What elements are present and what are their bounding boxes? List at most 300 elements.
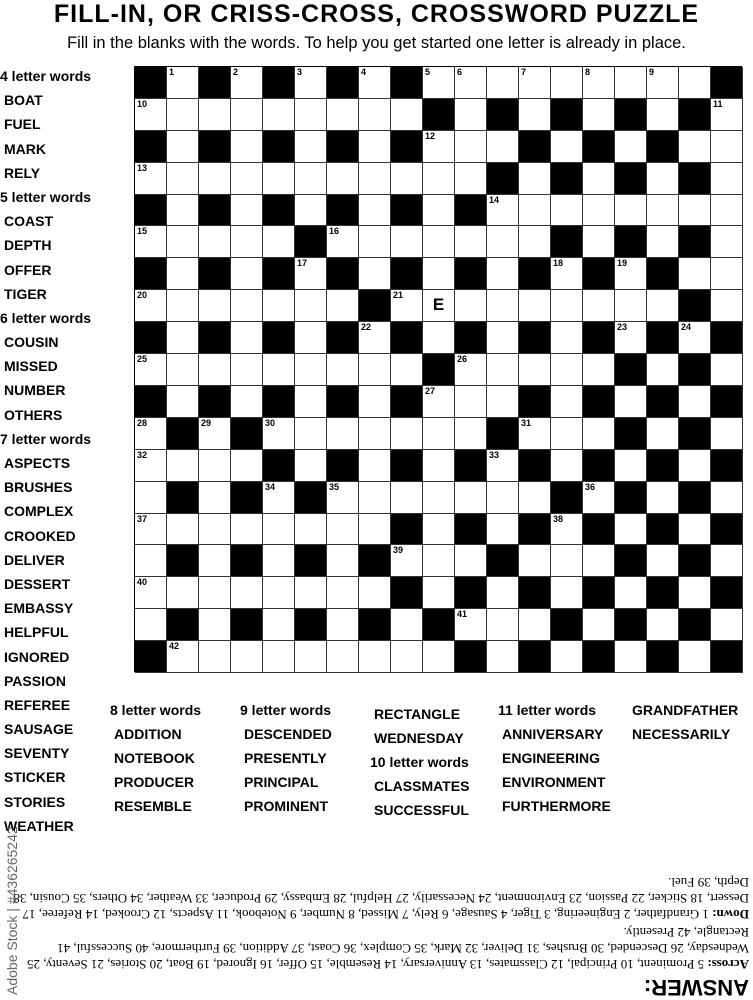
grid-cell[interactable] xyxy=(199,418,231,450)
grid-cell[interactable] xyxy=(327,545,359,577)
grid-cell[interactable] xyxy=(615,67,647,99)
word-item: OTHERS xyxy=(4,406,63,423)
word-column-11 xyxy=(498,698,611,818)
grid-block xyxy=(423,609,455,641)
grid-cell[interactable] xyxy=(551,577,583,609)
grid-cell[interactable] xyxy=(455,545,487,577)
grid-cell[interactable] xyxy=(391,290,423,322)
grid-cell[interactable] xyxy=(711,226,743,258)
grid-cell[interactable] xyxy=(551,258,583,290)
grid-cell[interactable] xyxy=(679,450,711,482)
grid-cell[interactable] xyxy=(231,67,263,99)
grid-cell[interactable] xyxy=(327,641,359,673)
word-item: SEVENTY xyxy=(4,745,70,762)
grid-block xyxy=(455,195,487,227)
grid-cell[interactable] xyxy=(423,514,455,546)
grid-cell[interactable] xyxy=(711,99,743,131)
grid-cell[interactable] xyxy=(487,322,519,354)
grid-cell[interactable] xyxy=(519,195,551,227)
grid-block xyxy=(647,641,679,673)
grid-cell[interactable] xyxy=(327,226,359,258)
grid-block xyxy=(391,258,423,290)
grid-cell[interactable] xyxy=(391,226,423,258)
grid-cell[interactable] xyxy=(423,163,455,195)
grid-block xyxy=(679,482,711,514)
grid-cell[interactable] xyxy=(455,163,487,195)
grid-block xyxy=(199,131,231,163)
grid-cell[interactable] xyxy=(359,418,391,450)
grid-cell[interactable] xyxy=(679,131,711,163)
grid-cell[interactable] xyxy=(519,290,551,322)
grid-cell[interactable] xyxy=(327,418,359,450)
grid-cell[interactable] xyxy=(167,99,199,131)
grid-cell[interactable] xyxy=(231,354,263,386)
grid-cell[interactable] xyxy=(231,450,263,482)
grid-cell[interactable] xyxy=(711,354,743,386)
grid-cell[interactable] xyxy=(359,99,391,131)
grid-cell[interactable] xyxy=(263,99,295,131)
grid-cell[interactable] xyxy=(679,258,711,290)
grid-cell[interactable] xyxy=(615,386,647,418)
grid-cell[interactable] xyxy=(487,258,519,290)
grid-cell[interactable] xyxy=(199,545,231,577)
grid-cell[interactable] xyxy=(135,163,167,195)
grid-cell[interactable] xyxy=(391,641,423,673)
grid-cell[interactable] xyxy=(487,67,519,99)
grid-cell[interactable] xyxy=(711,195,743,227)
grid-block xyxy=(263,258,295,290)
grid-cell[interactable] xyxy=(391,482,423,514)
grid-cell[interactable] xyxy=(167,195,199,227)
grid-cell[interactable] xyxy=(711,482,743,514)
grid-cell[interactable] xyxy=(711,545,743,577)
grid-cell[interactable] xyxy=(487,290,519,322)
grid-cell[interactable] xyxy=(391,609,423,641)
grid-cell[interactable] xyxy=(359,514,391,546)
grid-cell[interactable] xyxy=(199,514,231,546)
clue-number: 14 xyxy=(489,194,500,205)
grid-cell[interactable] xyxy=(231,258,263,290)
grid-cell[interactable] xyxy=(487,577,519,609)
clue-number: 20 xyxy=(137,290,148,301)
grid-cell[interactable] xyxy=(167,577,199,609)
grid-block xyxy=(615,226,647,258)
clue-number: 3 xyxy=(297,67,303,77)
grid-cell[interactable] xyxy=(263,226,295,258)
grid-cell[interactable] xyxy=(359,450,391,482)
grid-cell[interactable] xyxy=(423,577,455,609)
grid-cell[interactable] xyxy=(455,609,487,641)
grid-cell[interactable] xyxy=(615,195,647,227)
grid-cell[interactable] xyxy=(167,641,199,673)
grid-cell[interactable] xyxy=(455,354,487,386)
grid-cell[interactable] xyxy=(711,418,743,450)
grid-cell[interactable] xyxy=(519,545,551,577)
grid-block xyxy=(615,609,647,641)
word-item: WEDNESDAY xyxy=(374,730,464,746)
grid-cell[interactable] xyxy=(295,195,327,227)
grid-block xyxy=(583,514,615,546)
grid-block xyxy=(679,226,711,258)
grid-cell[interactable] xyxy=(519,99,551,131)
word-item: FUEL xyxy=(4,116,41,133)
grid-cell[interactable] xyxy=(327,482,359,514)
grid-cell[interactable] xyxy=(327,514,359,546)
grid-cell[interactable] xyxy=(199,577,231,609)
grid-cell[interactable] xyxy=(295,354,327,386)
grid-cell[interactable] xyxy=(231,577,263,609)
grid-cell[interactable] xyxy=(423,322,455,354)
grid-cell[interactable] xyxy=(167,322,199,354)
grid-cell[interactable] xyxy=(263,163,295,195)
grid-cell[interactable] xyxy=(487,450,519,482)
grid-cell[interactable] xyxy=(647,99,679,131)
grid-cell[interactable] xyxy=(487,195,519,227)
grid-cell[interactable] xyxy=(295,386,327,418)
grid-cell[interactable] xyxy=(711,131,743,163)
grid-cell[interactable] xyxy=(167,67,199,99)
grid-block xyxy=(647,386,679,418)
grid-cell[interactable] xyxy=(647,67,679,99)
grid-cell[interactable] xyxy=(551,514,583,546)
grid-cell[interactable] xyxy=(551,131,583,163)
grid-cell[interactable] xyxy=(423,386,455,418)
grid-cell[interactable] xyxy=(391,163,423,195)
grid-block xyxy=(263,450,295,482)
grid-cell[interactable] xyxy=(199,99,231,131)
grid-cell[interactable] xyxy=(647,290,679,322)
word-item: PROMINENT xyxy=(244,798,328,814)
grid-cell[interactable] xyxy=(359,67,391,99)
grid-cell[interactable] xyxy=(455,67,487,99)
grid-cell[interactable] xyxy=(135,609,167,641)
grid-cell[interactable] xyxy=(551,67,583,99)
grid-cell[interactable] xyxy=(487,226,519,258)
grid-cell[interactable] xyxy=(199,641,231,673)
grid-cell[interactable] xyxy=(583,545,615,577)
grid-cell[interactable] xyxy=(231,641,263,673)
grid-cell[interactable] xyxy=(679,195,711,227)
grid-cell[interactable] xyxy=(551,354,583,386)
grid-cell[interactable] xyxy=(359,258,391,290)
grid-cell[interactable] xyxy=(487,131,519,163)
grid-cell[interactable] xyxy=(391,545,423,577)
grid-cell[interactable] xyxy=(647,354,679,386)
grid-cell[interactable] xyxy=(391,354,423,386)
grid-cell[interactable] xyxy=(679,577,711,609)
grid-cell[interactable] xyxy=(231,514,263,546)
grid-cell[interactable] xyxy=(231,99,263,131)
grid-cell[interactable] xyxy=(423,226,455,258)
grid-block xyxy=(199,195,231,227)
clue-number: 40 xyxy=(137,577,148,588)
grid-cell[interactable] xyxy=(551,418,583,450)
grid-cell[interactable] xyxy=(423,195,455,227)
grid-cell[interactable] xyxy=(583,163,615,195)
grid-block xyxy=(359,290,391,322)
grid-cell[interactable] xyxy=(647,226,679,258)
grid-block xyxy=(551,609,583,641)
grid-cell[interactable] xyxy=(263,609,295,641)
grid-cell[interactable] xyxy=(295,322,327,354)
grid-cell[interactable] xyxy=(615,290,647,322)
clue-number: 21 xyxy=(393,290,404,301)
grid-cell[interactable] xyxy=(135,450,167,482)
clue-number: 32 xyxy=(137,449,148,460)
word-group-heading: 4 letter words xyxy=(0,68,92,84)
grid-cell[interactable] xyxy=(583,195,615,227)
grid-cell[interactable] xyxy=(231,290,263,322)
grid-cell[interactable] xyxy=(487,641,519,673)
grid-cell[interactable] xyxy=(551,322,583,354)
grid-cell[interactable] xyxy=(551,290,583,322)
word-item: MISSED xyxy=(4,358,58,375)
grid-cell[interactable] xyxy=(647,163,679,195)
grid-cell[interactable] xyxy=(263,577,295,609)
grid-cell[interactable] xyxy=(231,322,263,354)
grid-cell[interactable] xyxy=(423,258,455,290)
grid-block xyxy=(295,545,327,577)
grid-cell[interactable] xyxy=(167,354,199,386)
grid-cell[interactable] xyxy=(615,131,647,163)
grid-cell[interactable] xyxy=(615,450,647,482)
grid-cell[interactable] xyxy=(679,67,711,99)
grid-block xyxy=(615,99,647,131)
grid-cell[interactable] xyxy=(615,258,647,290)
grid-cell[interactable] xyxy=(295,131,327,163)
grid-cell[interactable] xyxy=(583,67,615,99)
grid-cell[interactable] xyxy=(423,131,455,163)
grid-block xyxy=(199,386,231,418)
grid-cell[interactable] xyxy=(295,450,327,482)
grid-cell[interactable] xyxy=(167,163,199,195)
grid-cell[interactable] xyxy=(199,354,231,386)
grid-cell[interactable] xyxy=(135,418,167,450)
grid-cell[interactable] xyxy=(295,258,327,290)
grid-cell[interactable] xyxy=(551,545,583,577)
word-item: CLASSMATES xyxy=(374,778,470,794)
clue-number: 12 xyxy=(425,130,436,141)
grid-block xyxy=(455,322,487,354)
grid-cell[interactable] xyxy=(199,226,231,258)
grid-cell[interactable] xyxy=(295,418,327,450)
grid-cell[interactable] xyxy=(359,195,391,227)
grid-cell[interactable] xyxy=(455,418,487,450)
grid-cell[interactable] xyxy=(263,545,295,577)
word-item: COAST xyxy=(4,213,53,230)
word-item: RELY xyxy=(4,164,41,181)
grid-cell[interactable] xyxy=(295,641,327,673)
grid-cell[interactable] xyxy=(327,163,359,195)
grid-cell[interactable] xyxy=(423,641,455,673)
grid-cell[interactable] xyxy=(423,290,455,322)
grid-cell[interactable] xyxy=(359,163,391,195)
grid-cell[interactable] xyxy=(199,450,231,482)
grid-cell[interactable] xyxy=(519,67,551,99)
grid-cell[interactable] xyxy=(519,482,551,514)
grid-cell[interactable] xyxy=(487,482,519,514)
grid-cell[interactable] xyxy=(551,386,583,418)
grid-cell[interactable] xyxy=(455,290,487,322)
grid-block xyxy=(455,641,487,673)
grid-cell[interactable] xyxy=(615,514,647,546)
grid-cell[interactable] xyxy=(295,99,327,131)
grid-block xyxy=(519,131,551,163)
grid-cell[interactable] xyxy=(359,577,391,609)
grid-cell[interactable] xyxy=(359,322,391,354)
grid-cell[interactable] xyxy=(359,354,391,386)
grid-cell[interactable] xyxy=(519,354,551,386)
grid-cell[interactable] xyxy=(231,386,263,418)
grid-cell[interactable] xyxy=(487,386,519,418)
grid-cell[interactable] xyxy=(391,418,423,450)
grid-cell[interactable] xyxy=(519,226,551,258)
word-group-heading: 7 letter words xyxy=(0,430,92,447)
grid-cell[interactable] xyxy=(135,482,167,514)
grid-cell[interactable] xyxy=(167,131,199,163)
grid-cell[interactable] xyxy=(231,226,263,258)
word-item: PRESENTLY xyxy=(244,750,327,766)
grid-block xyxy=(199,322,231,354)
watermark-text: Adobe Stock | #436265242 xyxy=(4,826,20,995)
grid-cell[interactable] xyxy=(199,482,231,514)
grid-cell[interactable] xyxy=(551,641,583,673)
grid-block xyxy=(391,577,423,609)
grid-cell[interactable] xyxy=(647,545,679,577)
grid-cell[interactable] xyxy=(519,609,551,641)
grid-cell[interactable] xyxy=(487,609,519,641)
clue-number: 23 xyxy=(617,322,628,333)
grid-cell[interactable] xyxy=(519,163,551,195)
grid-cell[interactable] xyxy=(167,226,199,258)
grid-cell[interactable] xyxy=(199,609,231,641)
grid-cell[interactable] xyxy=(551,195,583,227)
grid-cell[interactable] xyxy=(455,99,487,131)
grid-cell[interactable] xyxy=(711,609,743,641)
grid-cell[interactable] xyxy=(135,99,167,131)
grid-cell[interactable] xyxy=(231,195,263,227)
grid-cell[interactable] xyxy=(583,99,615,131)
grid-cell[interactable] xyxy=(231,131,263,163)
clue-number: 33 xyxy=(489,449,500,460)
grid-cell[interactable] xyxy=(583,226,615,258)
word-item: DESCENDED xyxy=(244,726,332,742)
grid-cell[interactable] xyxy=(199,290,231,322)
grid-block xyxy=(231,545,263,577)
grid-cell[interactable] xyxy=(295,577,327,609)
grid-cell[interactable] xyxy=(167,290,199,322)
grid-cell[interactable] xyxy=(359,386,391,418)
grid-cell[interactable] xyxy=(135,545,167,577)
grid-cell[interactable] xyxy=(135,354,167,386)
grid-cell[interactable] xyxy=(583,609,615,641)
grid-cell[interactable] xyxy=(487,354,519,386)
grid-cell[interactable] xyxy=(327,609,359,641)
grid-cell[interactable] xyxy=(167,258,199,290)
grid-cell[interactable] xyxy=(295,514,327,546)
grid-cell[interactable] xyxy=(135,577,167,609)
grid-cell[interactable] xyxy=(167,450,199,482)
grid-cell[interactable] xyxy=(583,290,615,322)
grid-cell[interactable] xyxy=(327,99,359,131)
grid-cell[interactable] xyxy=(327,354,359,386)
grid-cell[interactable] xyxy=(583,482,615,514)
grid-cell[interactable] xyxy=(455,482,487,514)
grid-cell[interactable] xyxy=(391,99,423,131)
grid-cell[interactable] xyxy=(423,418,455,450)
grid-cell[interactable] xyxy=(455,386,487,418)
grid-cell[interactable] xyxy=(135,514,167,546)
grid-cell[interactable] xyxy=(359,131,391,163)
grid-cell[interactable] xyxy=(647,418,679,450)
grid-cell[interactable] xyxy=(519,418,551,450)
grid-cell[interactable] xyxy=(679,386,711,418)
grid-cell[interactable] xyxy=(647,482,679,514)
grid-cell[interactable] xyxy=(615,322,647,354)
grid-cell[interactable] xyxy=(583,354,615,386)
grid-cell[interactable] xyxy=(263,482,295,514)
clue-number: 26 xyxy=(457,354,468,365)
grid-cell[interactable] xyxy=(423,67,455,99)
grid-cell[interactable] xyxy=(263,290,295,322)
grid-cell[interactable] xyxy=(263,514,295,546)
grid-cell[interactable] xyxy=(359,482,391,514)
grid-cell[interactable] xyxy=(679,322,711,354)
grid-cell[interactable] xyxy=(295,290,327,322)
grid-cell[interactable] xyxy=(263,354,295,386)
grid-block xyxy=(327,195,359,227)
grid-cell[interactable] xyxy=(455,131,487,163)
grid-cell[interactable] xyxy=(647,195,679,227)
grid-block xyxy=(391,450,423,482)
grid-cell[interactable] xyxy=(455,226,487,258)
grid-cell[interactable] xyxy=(135,226,167,258)
grid-cell[interactable] xyxy=(295,67,327,99)
grid-cell[interactable] xyxy=(711,290,743,322)
grid-cell[interactable] xyxy=(551,450,583,482)
grid-block xyxy=(519,641,551,673)
grid-cell[interactable] xyxy=(167,514,199,546)
grid-cell[interactable] xyxy=(359,641,391,673)
grid-cell[interactable] xyxy=(359,226,391,258)
grid-block xyxy=(135,386,167,418)
word-item: BRUSHES xyxy=(4,479,73,496)
grid-cell[interactable] xyxy=(263,418,295,450)
grid-cell[interactable] xyxy=(711,258,743,290)
grid-cell[interactable] xyxy=(135,290,167,322)
grid-cell[interactable] xyxy=(231,163,263,195)
grid-cell[interactable] xyxy=(167,386,199,418)
grid-cell[interactable] xyxy=(423,545,455,577)
grid-block xyxy=(263,131,295,163)
grid-block xyxy=(711,67,743,99)
grid-cell[interactable] xyxy=(711,163,743,195)
grid-cell[interactable] xyxy=(423,450,455,482)
grid-cell[interactable] xyxy=(647,609,679,641)
grid-cell[interactable] xyxy=(583,418,615,450)
grid-cell[interactable] xyxy=(615,641,647,673)
grid-cell[interactable] xyxy=(679,514,711,546)
grid-cell[interactable] xyxy=(263,641,295,673)
grid-cell[interactable] xyxy=(487,514,519,546)
grid-cell[interactable] xyxy=(199,163,231,195)
grid-cell[interactable] xyxy=(615,577,647,609)
grid-cell[interactable] xyxy=(327,290,359,322)
grid-cell[interactable] xyxy=(327,577,359,609)
grid-cell[interactable] xyxy=(423,482,455,514)
grid-cell[interactable] xyxy=(679,641,711,673)
grid-cell[interactable] xyxy=(295,163,327,195)
